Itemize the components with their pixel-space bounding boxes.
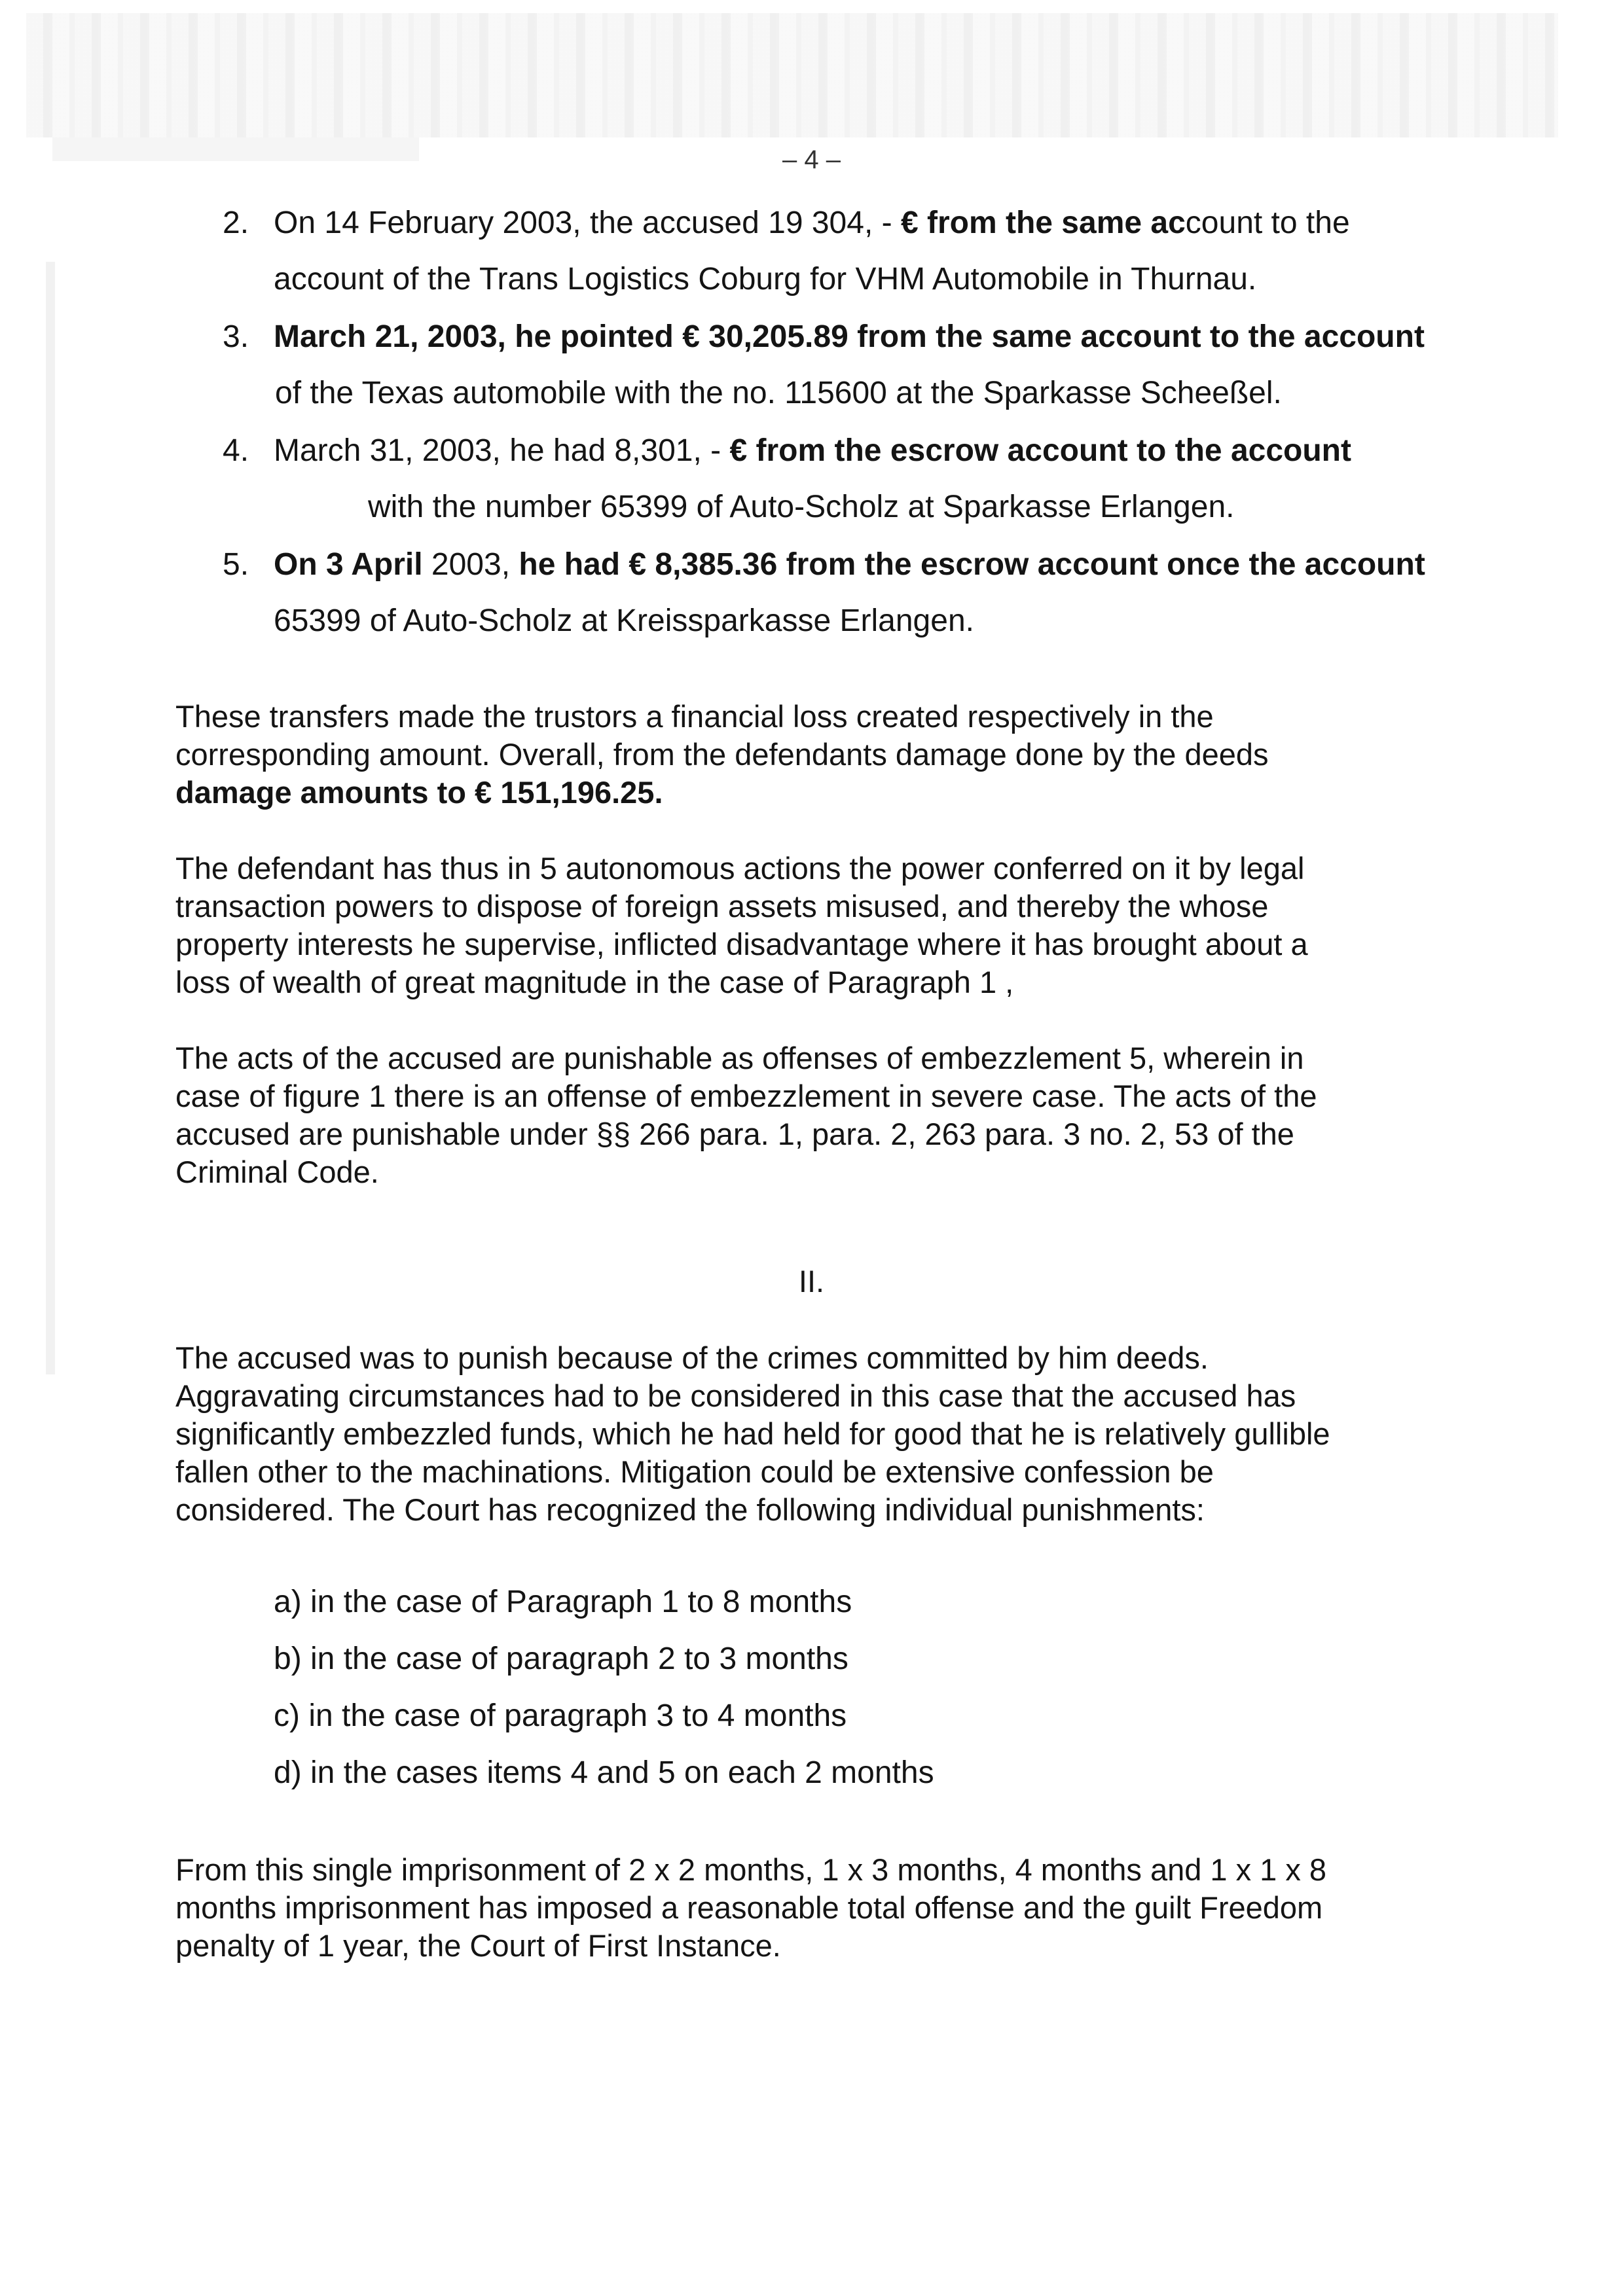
paragraph-acts xyxy=(175,1039,1459,1191)
paragraph-total xyxy=(175,1851,1459,1965)
plain-text: 2003, xyxy=(422,547,519,582)
punishment-item-a: a) in the case of Paragraph 1 to 8 months xyxy=(274,1585,852,1619)
paragraph-punishment xyxy=(175,1339,1459,1529)
list-line-1: March 21, 2003, he pointed € 30,205.89 from the same account to the account xyxy=(274,319,1425,354)
bold-text: € from the escrow account to the account xyxy=(729,433,1351,468)
punishment-item-d: d) in the cases items 4 and 5 on each 2 months xyxy=(274,1755,934,1790)
list-line-1 xyxy=(274,423,1351,479)
paragraph-defendant xyxy=(175,850,1459,1001)
scan-margin-artifact xyxy=(46,262,55,1374)
bold-text: € from the same ac xyxy=(900,206,1186,240)
text-line: property interests he supervise, inflicted disadvantage where it has brought about a xyxy=(175,927,1308,961)
text-line: Criminal Code. xyxy=(175,1155,379,1189)
text-line: penalty of 1 year, the Court of First Instance. xyxy=(175,1928,781,1963)
text-line: These transfers made the trustors a financial loss created respectively in the xyxy=(175,699,1214,734)
punishment-item-b: b) in the case of paragraph 2 to 3 months xyxy=(274,1641,848,1676)
text-line: The acts of the accused are punishable as offenses of embezzlement 5, wherein in xyxy=(175,1041,1304,1075)
text-line: transaction powers to dispose of foreign assets misused, and thereby the whose xyxy=(175,889,1269,924)
text-line: corresponding amount. Overall, from the defendants damage done by the deeds xyxy=(175,737,1269,772)
list-line-2: of the Texas automobile with the no. 115600 at the Sparkasse Scheeßel. xyxy=(275,376,1282,410)
plain-text: count to the xyxy=(1185,206,1350,240)
paragraph-loss xyxy=(175,698,1459,812)
text-line: considered. The Court has recognized the following individual punishments: xyxy=(175,1492,1205,1527)
text-line: Aggravating circumstances had to be considered in this case that the accused has xyxy=(175,1378,1296,1413)
section-heading: II. xyxy=(798,1264,825,1299)
text-line: case of figure 1 there is an offense of embezzlement in severe case. The acts of the xyxy=(175,1079,1317,1113)
bold-text: On 3 April xyxy=(274,547,423,582)
list-number: 5. xyxy=(223,547,249,582)
scan-artifact-strip xyxy=(26,13,1558,137)
list-line-2: 65399 of Auto-Scholz at Kreissparkasse Erlangen. xyxy=(274,603,974,638)
loss-total: damage amounts to € 151,196.25. xyxy=(175,775,663,810)
text-line: significantly embezzled funds, which he had held for good that he is relatively gullible xyxy=(175,1416,1330,1451)
list-line-1 xyxy=(274,195,1350,251)
text-line: The defendant has thus in 5 autonomous actions the power conferred on it by legal xyxy=(175,851,1305,886)
list-number: 3. xyxy=(223,319,249,354)
page-number: – 4 – xyxy=(782,145,841,174)
text-line: months imprisonment has imposed a reasonable total offense and the guilt Freedom xyxy=(175,1890,1323,1925)
list-line-2: account of the Trans Logistics Coburg for VHM Automobile in Thurnau. xyxy=(274,262,1257,296)
text-line: From this single imprisonment of 2 x 2 months, 1 x 3 months, 4 months and 1 x 1 x 8 xyxy=(175,1852,1327,1887)
bold-text: he had € 8,385.36 from the escrow account once the account xyxy=(519,547,1425,582)
plain-text: On 14 February 2003, the accused 19 304, - xyxy=(274,206,901,240)
list-number: 4. xyxy=(223,433,249,468)
list-number: 2. xyxy=(223,206,249,240)
text-line: loss of wealth of great magnitude in the case of Paragraph 1 , xyxy=(175,965,1014,999)
punishment-item-c: c) in the case of paragraph 3 to 4 months xyxy=(274,1698,847,1733)
plain-text: March 31, 2003, he had 8,301, - xyxy=(274,433,730,468)
text-line: accused are punishable under §§ 266 para. 1, para. 2, 263 para. 3 no. 2, 53 of the xyxy=(175,1117,1294,1151)
list-line-1 xyxy=(274,537,1425,593)
text-line: The accused was to punish because of the crimes committed by him deeds. xyxy=(175,1340,1209,1375)
list-line-2: with the number 65399 of Auto-Scholz at Sparkasse Erlangen. xyxy=(368,490,1235,524)
text-line: fallen other to the machinations. Mitigation could be extensive confession be xyxy=(175,1454,1214,1489)
